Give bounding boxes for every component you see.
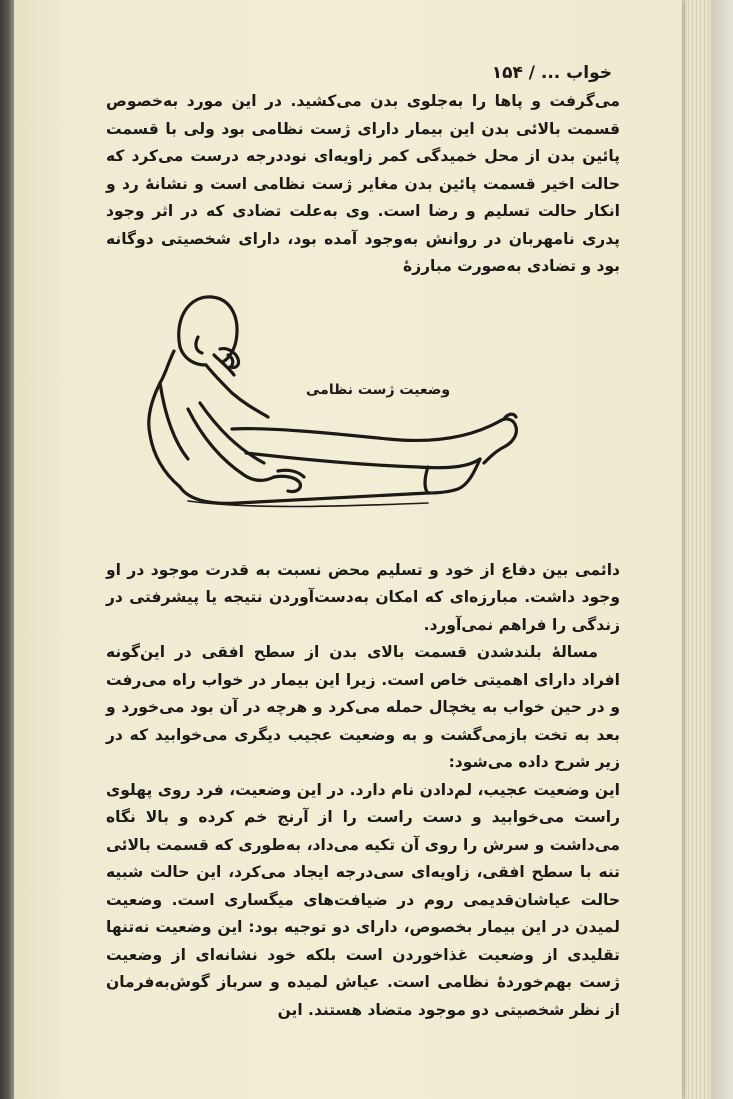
- sitting-figure-illustration: [128, 289, 528, 539]
- paragraph-3: مسالهٔ بلندشدن قسمت بالای بدن از سطح افقی در این‌گونه افراد دارای اهمیتی خاص است. زیرا این بیمار در خواب راه می‌رفت و در حین خواب به یخچال حمله می‌کرد و هرچه در آن بود می‌خورد و بعد به تخت بازمی‌گشت و به وضعیت عجیب دیگری می‌خوابید که در زیر شرح داده می‌شود:: [106, 643, 620, 771]
- paragraph-4: این وضعیت عجیب، لم‌دادن نام دارد. در این وضعیت، فرد روی پهلوی راست می‌خوابید و دست راست را از آرنج خم کرده و بالا نگاه می‌داشت و سرش را روی آن تکیه می‌داد، به‌طوری که قسمت بالائی تنه با سطح افقی، زاویه‌ای سی‌درجه ایجاد می‌کرد، این حالت شبیه حالت عیاشان‌قدیمی روم در ضیافت‌های میگساری است. وضعیت لمیدن در این بیمار بخصوص، دارای دو توجیه بود: این وضعیت نه‌تنها تقلیدی از وضعیت غذاخوردن است بلکه خود نشانه‌ای از وضعیت ژست بهم‌خوردهٔ نظامی است. عیاش لمیده و سرباز گوش‌به‌فرمان از نظر شخصیتی دو موجود متضاد هستند. این: [106, 780, 620, 1019]
- figure-military-pose: [106, 289, 620, 551]
- paragraph-2: دائمی بین دفاع از خود و تسلیم محض نسبت به قدرت موجود در او وجود داشت. مبارزه‌ای که امکان به‌دست‌آوردن نتیجه یا پیشرفتی در زندگی را فراهم نمی‌آورد.: [106, 560, 620, 634]
- book-binding-gutter: [0, 0, 14, 1099]
- page-content: [106, 58, 620, 1024]
- paragraph-1: می‌گرفت و پاها را به‌جلوی بدن می‌کشید. در این مورد به‌خصوص قسمت بالائی بدن این بیمار دارای ژست نظامی بود ولی با قسمت پائین بدن از محل خمیدگی کمر زاویه‌ای نوددرجه درست می‌کرد که حالت اخیر قسمت پائین بدن مغایر ژست نظامی است و نشانهٔ رد و انکار حالت تسلیم و رضا است. وی به‌علت تضادی که در اثر وجود پدری نامهربان در روانش به‌وجود آمده بود، دارای شخصیتی دوگانه بود و تضادی به‌صورت مبارزهٔ: [106, 92, 620, 275]
- book-page: [14, 0, 682, 1099]
- running-head: خواب ... / ۱۵۴: [491, 63, 612, 83]
- page-stack-shadow: [711, 0, 733, 1099]
- figure-caption: وضعیت ژست نظامی: [306, 381, 451, 398]
